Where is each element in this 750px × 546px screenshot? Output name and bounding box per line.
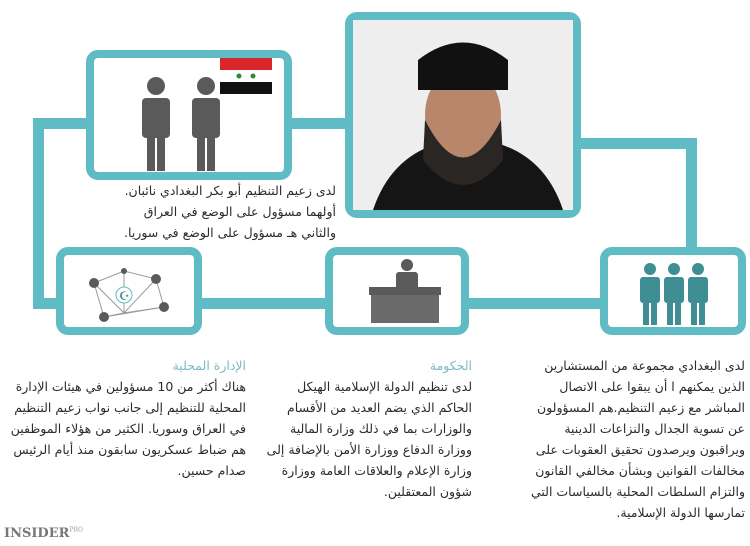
government-box xyxy=(325,247,469,335)
network-icon xyxy=(64,255,194,327)
leader-photo xyxy=(353,20,573,210)
deputies-box xyxy=(86,50,292,180)
desk-person-icon xyxy=(333,255,461,327)
logo-suffix: PRO xyxy=(69,526,83,534)
deputies-text: لدى زعيم التنظيم أبو بكر البغدادي نائبان. أولهما مسؤول على الوضع في العراق والثاني هـ مسؤول على الوضع في سوريا. xyxy=(124,183,336,240)
logo-name: INSIDER xyxy=(4,526,70,541)
syria-flag-icon xyxy=(220,58,272,94)
connector-right-vertical xyxy=(686,138,697,258)
advisors-icon xyxy=(608,255,738,327)
local-admin-text: هناك أكثر من 10 مسؤولين في هيئات الإدارة المحلية للتنظيم إلى جانب نواب زعيم التنظيم في العراق وسوريا. الكثير من هؤلاء الموظفين هم ضباط عسكريون سابقون منذ أيام الرئيس صدام حسين. xyxy=(10,379,246,478)
local-admin-box xyxy=(56,247,202,335)
connector-left-top xyxy=(33,118,93,129)
insider-pro-logo xyxy=(4,526,83,541)
person-icon xyxy=(192,77,220,171)
advisors-text: لدى البغدادي مجموعة من المستشارين الذين يمكنهم ا أن يبقوا على الاتصال المباشر مع زعيم التنظيم.هم المسؤولون عن تسوية الجدال والنزاعات الدينية ويراقبون ويرصدون تحقيق العقوبات على مخالفات القوانين وبشأن مخالفي القانون والتزام السلطات المحلية بالسياسات التي تمارسها الدولة الإسلامية. xyxy=(530,358,745,520)
connector-right-top xyxy=(575,138,697,149)
svg-text:☪: ☪ xyxy=(119,289,130,303)
government-text: لدى تنظيم الدولة الإسلامية الهيكل الحاكم الذي يضم العديد من الأقسام والوزارات بما في ذلك وزارة المالية ووزارة الدفاع ووزارة الأمن بالإضافة إلى وزارة الإعلام والعلاقات العامة ووزارة شؤون المعتقلين. xyxy=(266,379,472,499)
local-admin-title: الإدارة المحلية xyxy=(172,358,246,373)
government-title: الحكومة xyxy=(429,358,472,373)
connector-left-vertical xyxy=(33,118,44,308)
local-admin-section xyxy=(10,355,246,481)
advisors-box xyxy=(600,247,746,335)
person-icon xyxy=(142,77,170,171)
leader-photo-box xyxy=(345,12,581,218)
deputies-icons xyxy=(94,58,284,172)
government-section xyxy=(262,355,472,502)
